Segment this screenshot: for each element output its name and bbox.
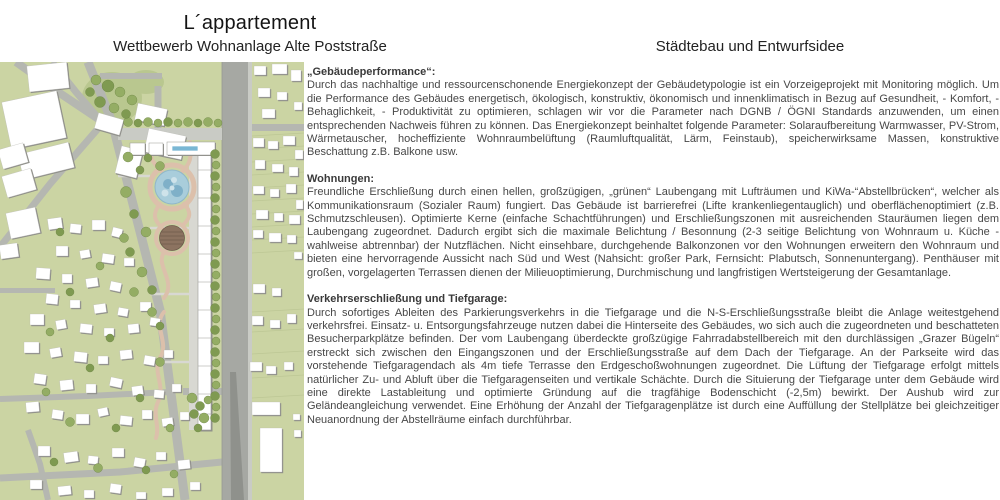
project-subtitle: Wettbewerb Wohnanlage Alte Poststraße [113, 38, 387, 55]
section-heading: Wohnungen: [307, 172, 374, 185]
site-plan [0, 62, 304, 500]
section-body: Freundliche Erschließung durch einen hellen, großzügigen, „grünen“ Laubengang mit Lufträumen und KiWa-“Abstellbrücken“, welcher als Kommunikationsraum (Sozialer Raum) fungiert. Das Gebäude ist barrierefrei (Lifte krankenliegentauglich) und oberflächenoptimiert (z.B. Schmutzschleusen). Optimierte Kerne (einfache Schachtführungen) und Erschließungszonen mit ausreichenden Stauräumen liegen dem Laubengang zugeordnet. Dadurch ergibt sich die maximale Belichtung / Besonnung (2-3 seitige Belichtung von Wohnraum u. Küche - wahlweise abtrennbar) der Nutzflächen. Nicht einsehbare, durchgehende Balkonzonen vor den Wohnungen erweitern den Wohnraum und bieten eine hervorragende Aussicht nach Süd und West (Nahsicht: großer Park, Fernsicht: Plabutsch, Sonnenuntergang). Penthäuser mit großen, vorgelagerten Terrassen dienen der Milieuoptimierung, Durchmischung und langfristigen Wertsteigerung der Gesamtanlage. [307, 186, 999, 279]
section-heading: „Gebäudeperformance“: [307, 66, 436, 78]
chapter-title: Städtebau und Entwurfsidee [655, 38, 845, 55]
page-title: L´appartement [183, 12, 317, 34]
section-wohnungen [307, 173, 999, 280]
section-verkehrserschliessung [307, 293, 999, 427]
site-plan-svg [0, 62, 304, 500]
description-column [307, 66, 999, 440]
section-gebaeudeperformance [307, 66, 999, 160]
section-heading: Verkehrserschließung und Tiefgarage: [307, 293, 508, 306]
section-body: Durch sofortiges Ableiten des Parkierungsverkehrs in die Tiefgarage und die N-S-Erschließungsstraße bleibt die Anlage weitestgehend verkehrsfrei. Einsatz- u. Entsorgungsfahrzeuge nutzen dabei die Hinterseite des Gebäudes, wo sich auch die zugeordneten und beschatteten Besucherparkplätze befinden. Der vom Laubengang überdeckte großzügige Fahrradabstellbereich mit den durchlässigen „Grazer Bügeln“ erstreckt sich zwischen den Eingangszonen und der Erschließungsstraße auf dem Dach der Tiefgarage. An der Parkseite wird das vorstehende Tiefgaragendach als 4m tiefe Terrasse den Erdgeschoßwohnungen zugeordnet. Die Lüftung der Tiefgarage erfolgt mittels natürlicher Zu- und Abluft über die Tiefgaragenseiten und vertikale Schächte. Durch die Situierung der Tiefgarage unter dem Gebäude wird eine direkte Lastableitung und optimierte Gründung auf die tragfähige Bodenschicht (-2,5m) bewirkt. Der Aushub wird zur Geländeangleichung verwendet. Eine Erhöhung der Anzahl der Tiefgaragenplätze ist durch eine Auffüllung der Stellplätze bei gleichzeitiger Neuanordnung der Abstellräume einfach durchführbar. [307, 306, 999, 426]
section-body: Durch das nachhaltige und ressourcenschonende Energiekonzept der Gebäudetypologie ist ein Vorzeigeprojekt mit Monitoring möglich. Um die Performance des Gebäudes energetisch, ökologisch, konstruktiv, ökonomisch und innenklimatisch in Bezug auf Gesundheit, - Komfort, - Behaglichkeit, - Produktivität zu optimieren, schlagen wir vor die Parameter nach DGNB / ÖGNI Standards anzuwenden, um einen entsprechenden Nachweis führen zu können. Das Energiekonzept beinhaltet folgende Parameter: Solaraufbereitung Warmwasser, PV-Strom, Wärmetauscher, hocheffiziente Wohnraumbelüftung (Raumluftqualität, Lärm, Feinstaub), speicherwirksame Massen, konstruktive Beschattung z.B. Balkone usw. [307, 79, 999, 159]
